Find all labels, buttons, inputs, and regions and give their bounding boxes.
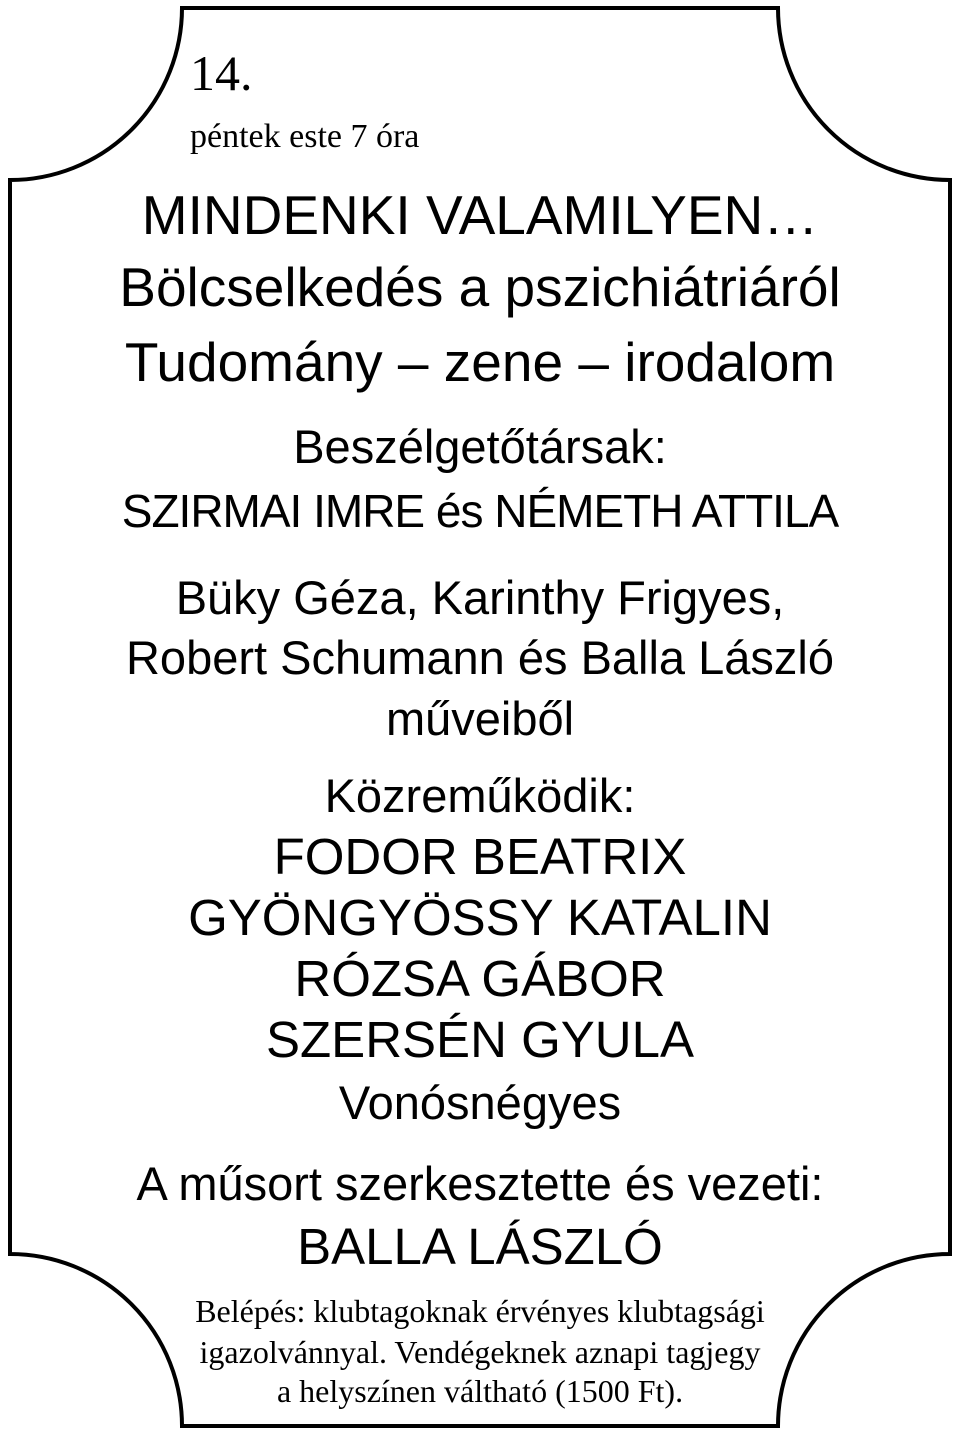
works-line-3: műveiből [385,692,575,745]
performer-name: GYÖNGYÖSSY KATALIN [188,889,772,946]
entry-line-3: a helyszínen váltható (1500 Ft). [276,1373,684,1409]
event-title: MINDENKI VALAMILYEN… [141,184,819,246]
editor-name: BALLA LÁSZLÓ [297,1218,663,1275]
entry-line-1: Belépés: klubtagoknak érvényes klubtagsági [195,1293,765,1329]
event-tagline: Tudomány – zene – irodalom [124,331,836,393]
hosts-names: SZIRMAI IMRE és NÉMETH ATTILA [121,485,839,537]
event-subtitle: Bölcselkedés a pszichiátriáról [119,256,841,318]
performer-name: FODOR BEATRIX [273,828,687,885]
performer-name: RÓZSA GÁBOR [294,950,666,1007]
event-number: 14. [190,45,253,101]
editor-label: A műsort szerkesztette és vezeti: [136,1157,824,1210]
performers-label: Közreműködik: [324,769,636,822]
performer-name: SZERSÉN GYULA [266,1011,694,1068]
entry-line-2: igazolvánnyal. Vendégeknek aznapi tagjegy [199,1334,761,1370]
event-time: péntek este 7 óra [190,118,420,155]
hosts-label: Beszélgetőtársak: [293,420,667,473]
works-line-1: Büky Géza, Karinthy Frigyes, [175,571,785,624]
works-line-2: Robert Schumann és Balla László [125,631,834,684]
ensemble-name: Vonósnégyes [338,1076,622,1129]
